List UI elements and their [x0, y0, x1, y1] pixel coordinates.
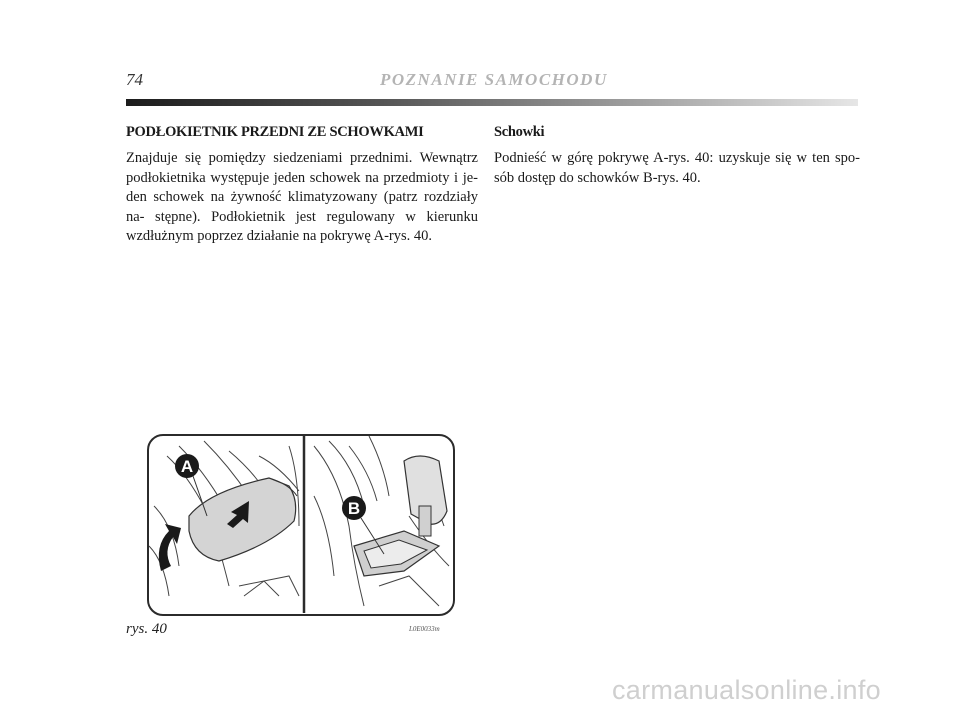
figure-caption: rys. 40: [126, 621, 167, 637]
armrest-description: Znajduje się pomiędzy siedzeniami przednimi. Wewnątrz podłokietnika występuje jeden schowek na przedmioty i je- den schowek na żywność klimatyzowany (patrz rozdziały na- stępne). Podłokietnik jest regulowany w kierunku wzdłużnym poprzez działanie na pokrywę A-rys. 40.: [126, 150, 478, 244]
compartments-heading: Schowki: [494, 124, 545, 140]
figure-code: L0E0033m: [409, 625, 440, 633]
figure-40: [147, 434, 455, 616]
label-b: B: [347, 499, 361, 518]
armrest-illustration: [149, 436, 452, 613]
header-rule: [126, 99, 858, 106]
watermark: carmanualsonline.info: [612, 675, 881, 705]
section-title: POZNANIE SAMOCHODU: [380, 70, 608, 89]
armrest-heading: PODŁOKIETNIK PRZEDNI ZE SCHOWKAMI: [126, 124, 424, 140]
right-column: [494, 124, 860, 188]
compartments-description: Podnieść w górę pokrywę A-rys. 40: uzyskuje się w ten spo- sób dostęp do schowków B-rys. 40.: [494, 150, 860, 186]
page-number: 74: [126, 70, 143, 89]
label-a: A: [180, 457, 194, 476]
left-column: [126, 124, 478, 247]
